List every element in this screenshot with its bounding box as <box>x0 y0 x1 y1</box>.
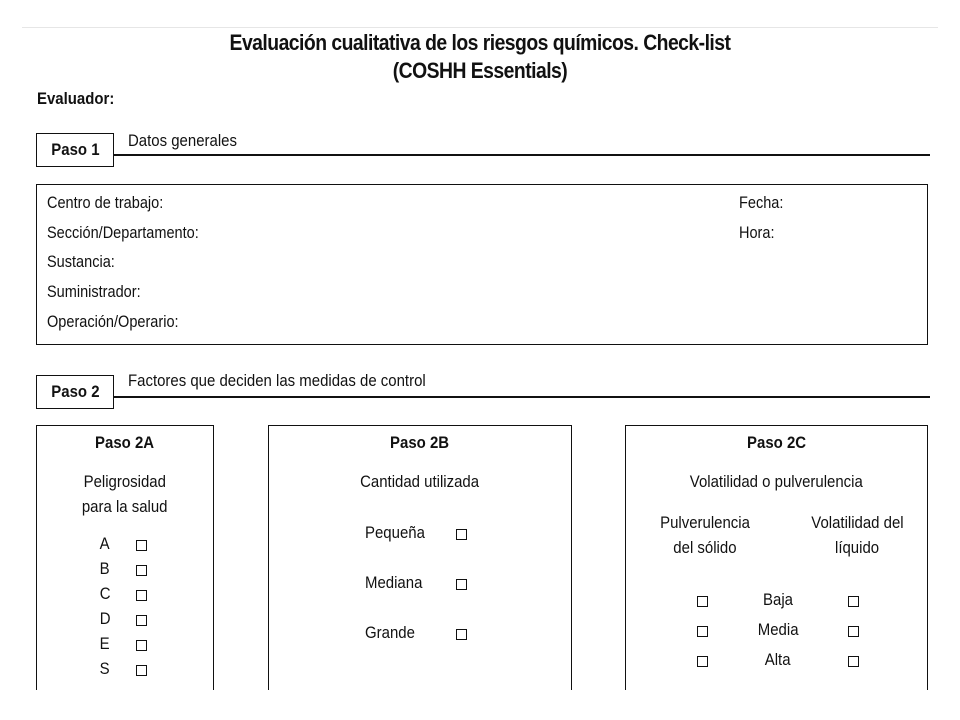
volatility-alta-checkbox[interactable] <box>848 656 859 667</box>
step2a-title: Paso 2A <box>95 433 155 452</box>
hazard-s-checkbox[interactable] <box>136 665 147 676</box>
field-sustancia: Sustancia: <box>47 253 115 271</box>
powder-header: Pulverulencia del sólido <box>660 513 750 557</box>
quantity-mediana-checkbox[interactable] <box>456 579 467 590</box>
step2b-subtitle: Cantidad utilizada <box>360 472 480 491</box>
step2b-title: Paso 2B <box>390 433 450 452</box>
volatility-baja-checkbox[interactable] <box>848 596 859 607</box>
evaluador-label: Evaluador: <box>37 89 115 108</box>
level-alta: Alta <box>765 650 791 669</box>
field-seccion-departamento: Sección/Departamento: <box>47 224 199 242</box>
powder-alta-checkbox[interactable] <box>697 656 708 667</box>
hazard-option-a: A <box>100 534 110 553</box>
step1-badge <box>36 133 114 167</box>
step2a-subtitle: Peligrosidad para la salud <box>82 472 168 516</box>
step2c-title: Paso 2C <box>746 433 807 452</box>
quantity-option-grande: Grande <box>365 623 415 642</box>
step2c-box <box>625 425 928 690</box>
document-subtitle: (COSHH Essentials) <box>392 58 568 83</box>
hazard-c-checkbox[interactable] <box>136 590 147 601</box>
hazard-b-checkbox[interactable] <box>136 565 147 576</box>
quantity-option-mediana: Mediana <box>365 573 423 592</box>
powder-baja-checkbox[interactable] <box>697 596 708 607</box>
quantity-pequena-checkbox[interactable] <box>456 529 467 540</box>
volatility-header: Volatilidad del líquido <box>810 513 904 557</box>
hazard-option-e: E <box>100 634 110 653</box>
step2b-box <box>268 425 572 690</box>
level-media: Media <box>757 620 799 639</box>
step1-title: Datos generales <box>128 131 237 150</box>
hazard-e-checkbox[interactable] <box>136 640 147 651</box>
step2c-subtitle: Volatilidad o pulverulencia <box>689 472 864 491</box>
field-fecha: Fecha: <box>739 194 784 212</box>
field-operacion-operario: Operación/Operario: <box>47 313 179 331</box>
step2-badge <box>36 375 114 409</box>
top-divider <box>22 27 938 28</box>
field-suministrador: Suministrador: <box>47 283 141 301</box>
powder-media-checkbox[interactable] <box>697 626 708 637</box>
hazard-option-d: D <box>99 609 111 628</box>
hazard-option-c: C <box>99 584 111 603</box>
quantity-grande-checkbox[interactable] <box>456 629 467 640</box>
general-data-box <box>36 184 928 345</box>
field-hora: Hora: <box>739 224 775 242</box>
step2-rule <box>114 396 930 398</box>
hazard-d-checkbox[interactable] <box>136 615 147 626</box>
hazard-option-s: S <box>100 659 110 678</box>
quantity-option-pequena: Pequeña <box>365 523 425 542</box>
hazard-a-checkbox[interactable] <box>136 540 147 551</box>
step2a-box <box>36 425 214 690</box>
document-title: Evaluación cualitativa de los riesgos químicos. Check-list <box>229 30 731 55</box>
level-baja: Baja <box>763 590 793 609</box>
step1-rule <box>114 154 930 156</box>
step2-badge-label: Paso 2 <box>50 382 100 401</box>
field-centro-de-trabajo: Centro de trabajo: <box>47 194 164 212</box>
hazard-option-b: B <box>100 559 110 578</box>
step2-title: Factores que deciden las medidas de control <box>128 371 426 390</box>
step1-badge-label: Paso 1 <box>50 140 100 159</box>
volatility-media-checkbox[interactable] <box>848 626 859 637</box>
